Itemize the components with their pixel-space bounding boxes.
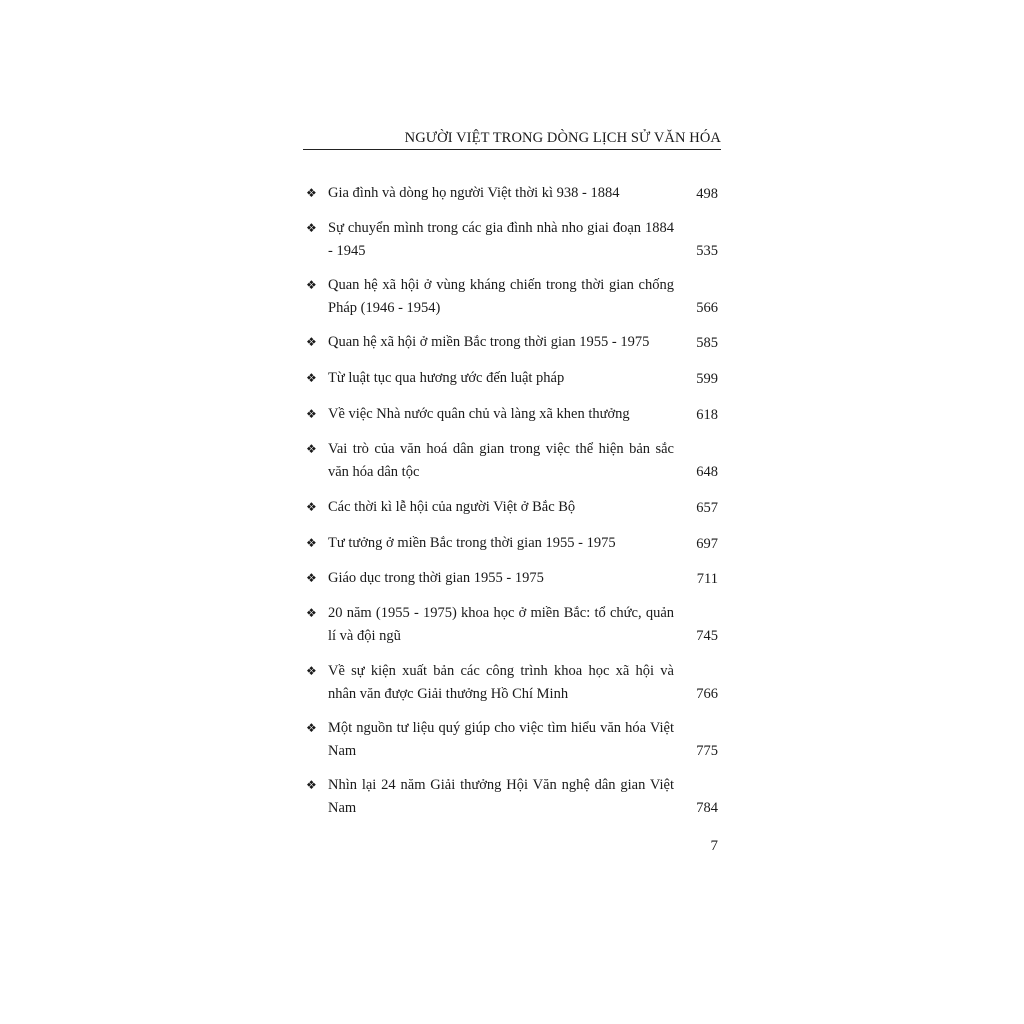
toc-entry-page: 711 bbox=[696, 570, 718, 587]
toc-entry-title: Một nguồn tư liệu quý giúp cho việc tìm hiểu văn hóa Việt Nam bbox=[328, 720, 674, 759]
diamond-bullet-icon: ❖ bbox=[306, 721, 317, 735]
toc-entry-page: 535 bbox=[696, 242, 718, 259]
toc-entry bbox=[306, 403, 720, 426]
diamond-bullet-icon: ❖ bbox=[306, 606, 317, 620]
toc-entry-title: Về việc Nhà nước quân chủ và làng xã khen thưởng bbox=[328, 406, 630, 422]
toc-entry-page: 745 bbox=[696, 627, 718, 644]
toc-entry-page: 498 bbox=[696, 185, 718, 202]
diamond-bullet-icon: ❖ bbox=[306, 571, 317, 585]
toc-entry bbox=[306, 774, 720, 819]
toc-entry bbox=[306, 182, 720, 205]
toc-entry bbox=[306, 717, 720, 762]
diamond-bullet-icon: ❖ bbox=[306, 500, 317, 514]
toc-entry-title: Từ luật tục qua hương ước đến luật pháp bbox=[328, 370, 565, 386]
toc-entry bbox=[306, 532, 720, 555]
toc-entry bbox=[306, 274, 720, 319]
toc-entry-title: Giáo dục trong thời gian 1955 - 1975 bbox=[328, 570, 544, 586]
toc-entry-title: Sự chuyển mình trong các gia đình nhà nho giai đoạn 1884 - 1945 bbox=[328, 220, 674, 259]
toc-entry-page: 599 bbox=[696, 370, 718, 387]
toc-entry-page: 618 bbox=[696, 406, 718, 423]
toc-entry-title: 20 năm (1955 - 1975) khoa học ở miền Bắc: tổ chức, quản lí và đội ngũ bbox=[328, 605, 674, 644]
diamond-bullet-icon: ❖ bbox=[306, 335, 317, 349]
toc-entry-page: 585 bbox=[696, 334, 718, 351]
running-header: NGƯỜI VIỆT TRONG DÒNG LỊCH SỬ VĂN HÓA bbox=[303, 128, 721, 150]
diamond-bullet-icon: ❖ bbox=[306, 536, 317, 550]
toc-entry bbox=[306, 496, 720, 519]
toc-entry-page: 566 bbox=[696, 299, 718, 316]
toc-entry bbox=[306, 567, 720, 590]
toc-entry-title: Tư tưởng ở miền Bắc trong thời gian 1955 - 1975 bbox=[328, 535, 616, 551]
toc-entry-title: Nhìn lại 24 năm Giải thưởng Hội Văn nghệ dân gian Việt Nam bbox=[328, 777, 674, 816]
toc-entry-title: Vai trò của văn hoá dân gian trong việc thể hiện bản sắc văn hóa dân tộc bbox=[328, 441, 674, 480]
toc-entry-page: 784 bbox=[696, 799, 718, 816]
toc-entry-title: Về sự kiện xuất bản các công trình khoa học xã hội và nhân văn được Giải thưởng Hồ Chí Minh bbox=[328, 663, 674, 702]
toc-entry bbox=[306, 331, 720, 354]
toc-entry-title: Quan hệ xã hội ở vùng kháng chiến trong thời gian chống Pháp (1946 - 1954) bbox=[328, 277, 674, 316]
toc-entry bbox=[306, 217, 720, 262]
diamond-bullet-icon: ❖ bbox=[306, 221, 317, 235]
toc-entry bbox=[306, 367, 720, 390]
diamond-bullet-icon: ❖ bbox=[306, 186, 317, 200]
page-number: 7 bbox=[710, 838, 718, 854]
toc-entry-page: 657 bbox=[696, 499, 718, 516]
diamond-bullet-icon: ❖ bbox=[306, 371, 317, 385]
toc-entry-page: 697 bbox=[696, 535, 718, 552]
diamond-bullet-icon: ❖ bbox=[306, 278, 317, 292]
toc-entry-title: Quan hệ xã hội ở miền Bắc trong thời gian 1955 - 1975 bbox=[328, 334, 650, 350]
toc-entry-title: Gia đình và dòng họ người Việt thời kì 938 - 1884 bbox=[328, 185, 620, 201]
diamond-bullet-icon: ❖ bbox=[306, 407, 317, 421]
toc-entry bbox=[306, 660, 720, 705]
table-of-contents bbox=[306, 0, 720, 1024]
diamond-bullet-icon: ❖ bbox=[306, 778, 317, 792]
toc-entry bbox=[306, 438, 720, 483]
toc-entry-title: Các thời kì lễ hội của người Việt ở Bắc Bộ bbox=[328, 499, 576, 515]
toc-entry-page: 775 bbox=[696, 742, 718, 759]
toc-entry bbox=[306, 602, 720, 647]
diamond-bullet-icon: ❖ bbox=[306, 664, 317, 678]
toc-entry-page: 766 bbox=[696, 685, 718, 702]
diamond-bullet-icon: ❖ bbox=[306, 442, 317, 456]
toc-entry-page: 648 bbox=[696, 463, 718, 480]
